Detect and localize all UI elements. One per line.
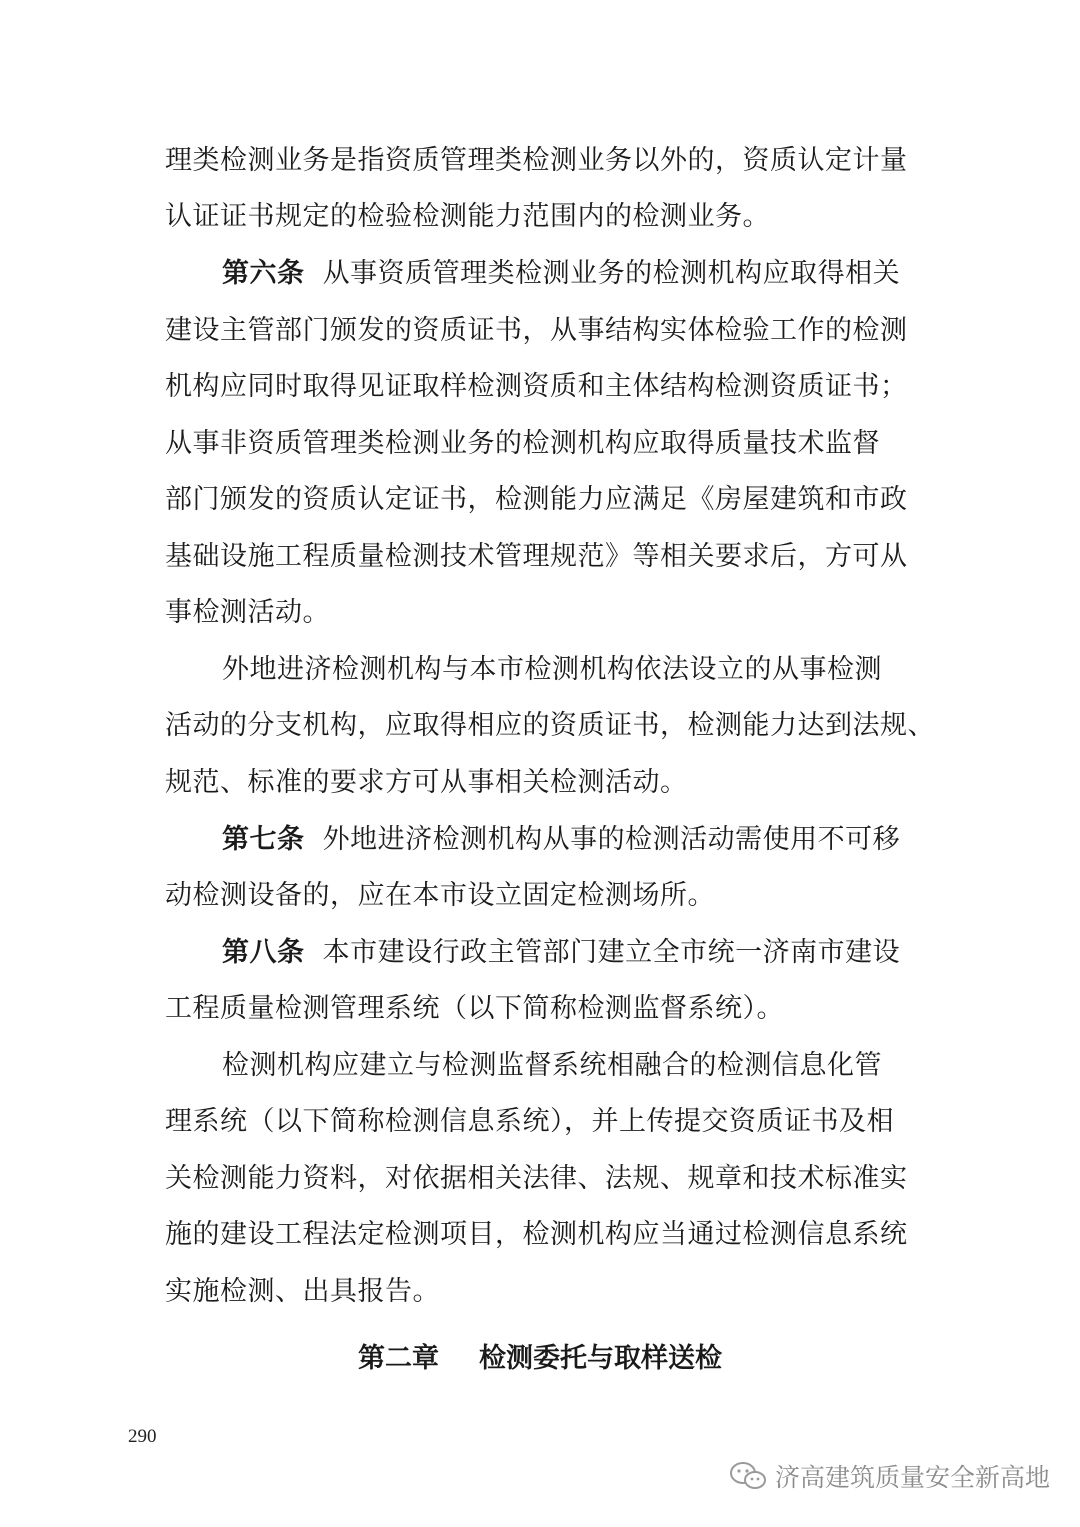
text-line: 关检测能力资料，对依据相关法律、法规、规章和技术标准实 bbox=[165, 1163, 908, 1194]
article-seven-first-line bbox=[222, 823, 982, 857]
article-six-label: 第六条 bbox=[222, 258, 305, 289]
chapter-heading bbox=[0, 1342, 1080, 1376]
watermark-text: 济高建筑质量安全新高地 bbox=[774, 1463, 1050, 1492]
text-line: 规范、标准的要求方可从事相关检测活动。 bbox=[165, 767, 688, 798]
text-line: 从事非资质管理类检测业务的检测机构应取得质量技术监督 bbox=[165, 428, 880, 459]
text-line: 检测机构应建立与检测监督系统相融合的检测信息化管 bbox=[222, 1050, 882, 1081]
text-line: 动检测设备的，应在本市设立固定检测场所。 bbox=[165, 880, 715, 911]
text-line: 基础设施工程质量检测技术管理规范》等相关要求后，方可从 bbox=[165, 541, 908, 572]
text-line: 从事资质管理类检测业务的检测机构应取得相关 bbox=[322, 258, 901, 289]
text-line: 外地进济检测机构与本市检测机构依法设立的从事检测 bbox=[222, 654, 882, 685]
text-line: 部门颁发的资质认定证书，检测能力应满足《房屋建筑和市政 bbox=[165, 484, 908, 515]
article-eight-label: 第八条 bbox=[222, 937, 305, 968]
text-line: 工程质量检测管理系统（以下简称检测监督系统）。 bbox=[165, 993, 784, 1024]
article-seven-label: 第七条 bbox=[222, 824, 305, 855]
wechat-icon bbox=[729, 1461, 767, 1491]
text-line: 认证证书规定的检验检测能力范围内的检测业务。 bbox=[165, 201, 770, 232]
watermark bbox=[729, 1458, 1050, 1494]
text-line: 施的建设工程法定检测项目，检测机构应当通过检测信息系统 bbox=[165, 1219, 908, 1250]
text-line: 活动的分支机构，应取得相应的资质证书，检测能力达到法规、 bbox=[165, 710, 935, 741]
text-line: 外地进济检测机构从事的检测活动需使用不可移 bbox=[322, 824, 901, 855]
text-line: 建设主管部门颁发的资质证书，从事结构实体检验工作的检测 bbox=[165, 315, 908, 346]
text-line: 实施检测、出具报告。 bbox=[165, 1276, 440, 1307]
text-line: 本市建设行政主管部门建立全市统一济南市建设 bbox=[322, 937, 901, 968]
text-line: 理类检测业务是指资质管理类检测业务以外的，资质认定计量 bbox=[165, 145, 908, 176]
article-six-first-line bbox=[222, 257, 982, 291]
chapter-number: 第二章 bbox=[358, 1343, 439, 1374]
chapter-title: 检测委托与取样送检 bbox=[479, 1343, 722, 1374]
text-line: 理系统（以下简称检测信息系统），并上传提交资质证书及相 bbox=[165, 1106, 894, 1137]
article-eight-first-line bbox=[222, 936, 982, 970]
page-number: 290 bbox=[128, 1426, 157, 1447]
text-line: 事检测活动。 bbox=[165, 597, 330, 628]
text-line: 机构应同时取得见证取样检测资质和主体结构检测资质证书； bbox=[165, 371, 908, 402]
